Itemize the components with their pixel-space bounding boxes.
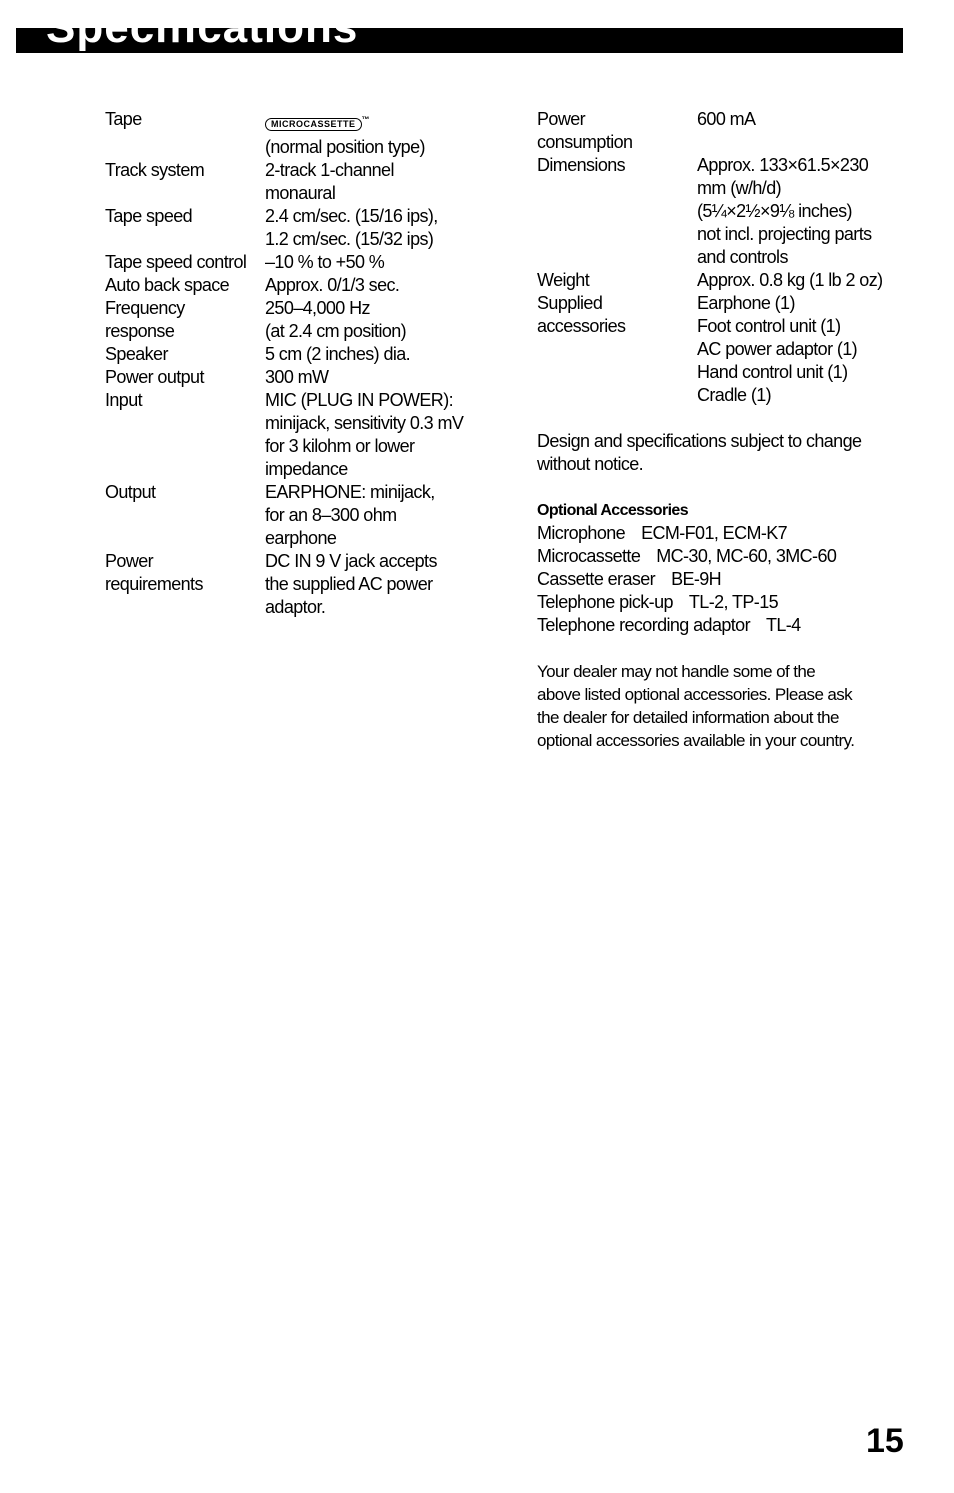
spec-label bbox=[537, 269, 697, 292]
spec-label bbox=[105, 550, 265, 619]
accessory-name: Telephone recording adaptor bbox=[537, 615, 750, 635]
spec-label bbox=[105, 481, 265, 550]
spec-row bbox=[105, 481, 515, 550]
spec-value-line: 600 mA bbox=[697, 109, 756, 129]
spec-label bbox=[105, 251, 265, 274]
spec-label-text: Tape bbox=[105, 109, 142, 129]
accessory-row bbox=[537, 591, 917, 614]
spec-value-line: Earphone (1) bbox=[697, 293, 795, 313]
spec-row bbox=[105, 550, 515, 619]
accessory-name: Microcassette bbox=[537, 546, 641, 566]
page-number: 15 bbox=[866, 1422, 904, 1460]
section-header-bar bbox=[16, 3, 903, 53]
spec-row bbox=[105, 366, 515, 389]
spec-row bbox=[105, 108, 515, 159]
spec-value-line: EARPHONE: minijack, bbox=[265, 482, 435, 502]
spec-value-line: monaural bbox=[265, 183, 336, 203]
spec-label bbox=[105, 389, 265, 481]
spec-label-text: Track system bbox=[105, 160, 205, 180]
spec-label-text: requirements bbox=[105, 574, 203, 594]
spec-label bbox=[537, 154, 697, 269]
spec-value-line: Approx. 0/1/3 sec. bbox=[265, 275, 400, 295]
spec-value-line: 1.2 cm/sec. (15/32 ips) bbox=[265, 229, 434, 249]
spec-value-line: Approx. 133×61.5×230 bbox=[697, 155, 869, 175]
spec-value bbox=[265, 274, 515, 297]
spec-label-text: Input bbox=[105, 390, 143, 410]
spec-value-line bbox=[265, 108, 515, 136]
spec-value-line: (5¼×2½×9⅛ inches) bbox=[697, 201, 852, 221]
accessory-row bbox=[537, 522, 917, 545]
specs-left-column bbox=[105, 108, 515, 619]
spec-value bbox=[265, 343, 515, 366]
spec-label bbox=[105, 108, 265, 159]
accessory-name: Microphone bbox=[537, 523, 626, 543]
accessory-model: TL-4 bbox=[765, 615, 801, 635]
spec-row bbox=[105, 343, 515, 366]
spec-row bbox=[105, 297, 515, 343]
spec-value bbox=[265, 205, 515, 251]
spec-value-line: for an 8–300 ohm bbox=[265, 505, 397, 525]
spec-value bbox=[265, 251, 515, 274]
dealer-note-line: optional accessories available in your country. bbox=[537, 731, 855, 750]
spec-value-line: 2-track 1-channel bbox=[265, 160, 394, 180]
spec-value-line: 2.4 cm/sec. (15/16 ips), bbox=[265, 206, 438, 226]
right-spec-list bbox=[537, 108, 917, 407]
notice-paragraph bbox=[537, 430, 917, 476]
notice-line: without notice. bbox=[537, 454, 644, 474]
spec-label-text: Power output bbox=[105, 367, 204, 387]
spec-value-line: mm (w/h/d) bbox=[697, 178, 782, 198]
spec-label-text: Tape speed bbox=[105, 206, 193, 226]
spec-value-line: –10 % to +50 % bbox=[265, 252, 385, 272]
spec-value bbox=[265, 159, 515, 205]
spec-label-text: Power bbox=[105, 551, 154, 571]
spec-row bbox=[105, 274, 515, 297]
spec-label-text: Power bbox=[537, 109, 586, 129]
spec-value bbox=[265, 550, 515, 619]
spec-label-text: consumption bbox=[537, 132, 633, 152]
accessory-name: Telephone pick-up bbox=[537, 592, 673, 612]
spec-label-text: Supplied bbox=[537, 293, 603, 313]
spec-row bbox=[537, 292, 917, 407]
spec-label bbox=[105, 297, 265, 343]
spec-value bbox=[265, 297, 515, 343]
spec-row bbox=[537, 269, 917, 292]
trademark-symbol: ™ bbox=[361, 115, 369, 124]
spec-value-line: Foot control unit (1) bbox=[697, 316, 841, 336]
spec-row bbox=[105, 205, 515, 251]
spec-label bbox=[105, 343, 265, 366]
spec-value-line: the supplied AC power bbox=[265, 574, 433, 594]
spec-row bbox=[537, 154, 917, 269]
accessory-row bbox=[537, 568, 917, 591]
dealer-note bbox=[537, 660, 917, 752]
spec-value-line: not incl. projecting parts bbox=[697, 224, 872, 244]
spec-value-line: 300 mW bbox=[265, 367, 329, 387]
spec-value bbox=[697, 292, 917, 407]
spec-label bbox=[105, 274, 265, 297]
spec-value-line: adaptor. bbox=[265, 597, 326, 617]
spec-label-text: Weight bbox=[537, 270, 590, 290]
spec-value bbox=[265, 389, 515, 481]
spec-label-text: Auto back space bbox=[105, 275, 230, 295]
accessory-model: MC-30, MC-60, 3MC-60 bbox=[656, 546, 837, 566]
microcassette-logo: MICROCASSETTE bbox=[265, 118, 362, 131]
notice-line: Design and specifications subject to change bbox=[537, 431, 862, 451]
spec-value-line: Approx. 0.8 kg (1 lb 2 oz) bbox=[697, 270, 883, 290]
spec-label-text: Tape speed control bbox=[105, 252, 247, 272]
spec-value-line: AC power adaptor (1) bbox=[697, 339, 858, 359]
spec-value-line: Cradle (1) bbox=[697, 385, 772, 405]
spec-value-line: for 3 kilohm or lower bbox=[265, 436, 415, 456]
spec-value-line: (normal position type) bbox=[265, 137, 425, 157]
accessory-model: BE-9H bbox=[671, 569, 722, 589]
accessory-row bbox=[537, 614, 917, 637]
spec-value-line: impedance bbox=[265, 459, 348, 479]
dealer-note-line: Your dealer may not handle some of the bbox=[537, 662, 816, 681]
optional-accessories-heading: Optional Accessories bbox=[537, 502, 689, 519]
dealer-note-line: the dealer for detailed information about the bbox=[537, 708, 839, 727]
dealer-note-line: above listed optional accessories. Please ask bbox=[537, 685, 853, 704]
spec-value-line: DC IN 9 V jack accepts bbox=[265, 551, 437, 571]
spec-value-line: earphone bbox=[265, 528, 337, 548]
spec-label-text: Speaker bbox=[105, 344, 168, 364]
spec-label bbox=[105, 159, 265, 205]
spec-label-text: Dimensions bbox=[537, 155, 626, 175]
spec-label bbox=[537, 292, 697, 407]
spec-value bbox=[265, 108, 515, 159]
spec-label-text: response bbox=[105, 321, 175, 341]
spec-label-text: Output bbox=[105, 482, 156, 502]
spec-value-line: 5 cm (2 inches) dia. bbox=[265, 344, 411, 364]
spec-value bbox=[697, 269, 917, 292]
specs-right-column bbox=[537, 108, 917, 752]
spec-value-line: and controls bbox=[697, 247, 788, 267]
spec-value-line: Hand control unit (1) bbox=[697, 362, 848, 382]
accessory-model: TL-2, TP-15 bbox=[688, 592, 779, 612]
section-title: Specifications bbox=[46, 3, 359, 52]
spec-row bbox=[105, 389, 515, 481]
spec-label bbox=[105, 366, 265, 389]
accessory-model: ECM-F01, ECM-K7 bbox=[641, 523, 788, 543]
spec-row bbox=[105, 251, 515, 274]
spec-value-line: minijack, sensitivity 0.3 mV bbox=[265, 413, 464, 433]
spec-value-line: MIC (PLUG IN POWER): bbox=[265, 390, 454, 410]
spec-label-text: accessories bbox=[537, 316, 626, 336]
spec-label bbox=[105, 205, 265, 251]
spec-value bbox=[697, 108, 917, 154]
spec-label-text: Frequency bbox=[105, 298, 185, 318]
spec-value bbox=[265, 366, 515, 389]
spec-value bbox=[697, 154, 917, 269]
spec-row bbox=[537, 108, 917, 154]
spec-value-line: (at 2.4 cm position) bbox=[265, 321, 407, 341]
spec-label bbox=[537, 108, 697, 154]
spec-row bbox=[105, 159, 515, 205]
spec-value-line: 250–4,000 Hz bbox=[265, 298, 370, 318]
accessory-name: Cassette eraser bbox=[537, 569, 656, 589]
accessory-row bbox=[537, 545, 917, 568]
spec-value bbox=[265, 481, 515, 550]
optional-accessories-list bbox=[537, 522, 917, 637]
